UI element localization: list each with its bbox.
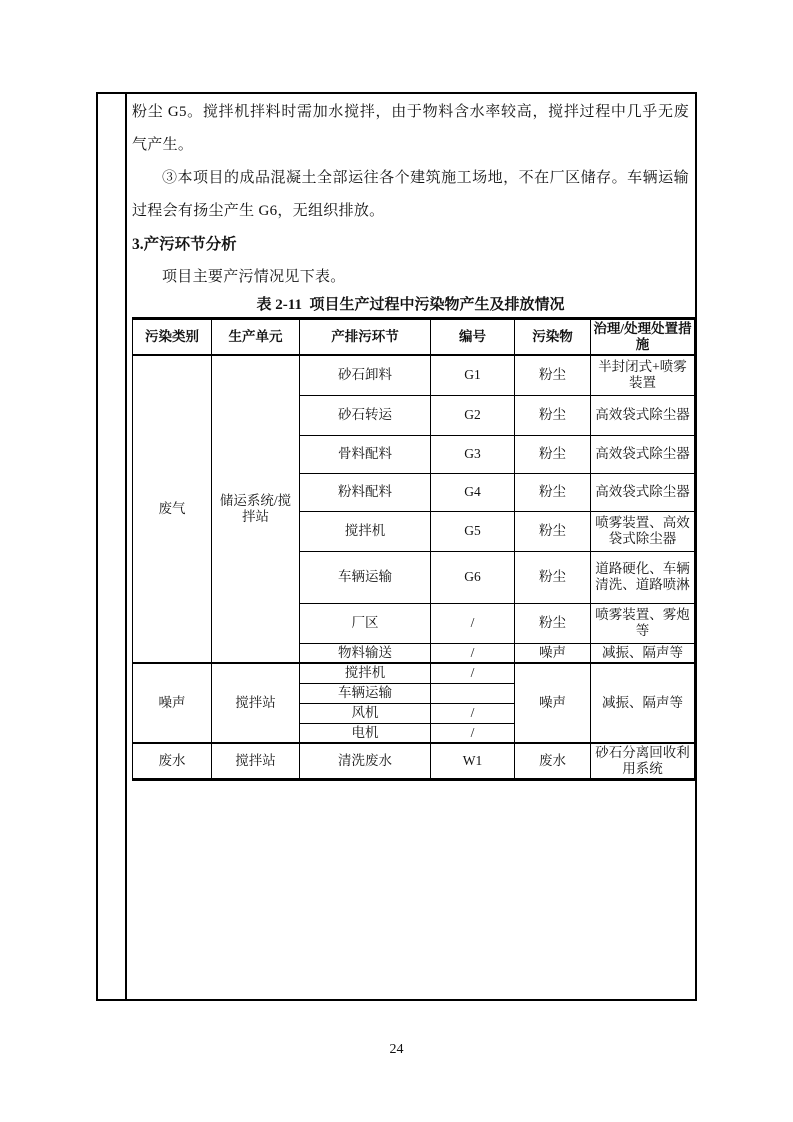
cell-unit: 储运系统/搅拌站 bbox=[212, 355, 300, 663]
cell-stage: 砂石转运 bbox=[300, 395, 431, 435]
cell-pollutant: 噪声 bbox=[515, 643, 591, 663]
table-row bbox=[133, 743, 695, 780]
header-cell-category: 污染类别 bbox=[133, 319, 212, 356]
header-cell-pollutant: 污染物 bbox=[515, 319, 591, 356]
table-row bbox=[133, 355, 695, 395]
cell-stage: 车辆运输 bbox=[300, 683, 431, 703]
cell-treatment: 喷雾装置、高效袋式除尘器 bbox=[591, 511, 695, 551]
cell-treatment: 减振、隔声等 bbox=[591, 643, 695, 663]
cell-pollutant: 粉尘 bbox=[515, 603, 591, 643]
table-caption: 表 2-11 项目生产过程中污染物产生及排放情况 bbox=[256, 297, 565, 313]
cell-pollutant: 粉尘 bbox=[515, 355, 591, 395]
cell-pollutant: 粉尘 bbox=[515, 473, 591, 511]
pollution-table bbox=[132, 317, 695, 781]
cell-pollutant: 粉尘 bbox=[515, 435, 591, 473]
table-header-row bbox=[133, 319, 695, 356]
cell-code: / bbox=[431, 603, 515, 643]
cell-treatment: 高效袋式除尘器 bbox=[591, 395, 695, 435]
cell-treatment: 半封闭式+喷雾装置 bbox=[591, 355, 695, 395]
lead-in-text: 项目主要产污情况见下表。 bbox=[162, 269, 346, 285]
cell-unit: 搅拌站 bbox=[212, 743, 300, 780]
cell-code: G4 bbox=[431, 473, 515, 511]
cell-code: / bbox=[431, 663, 515, 683]
cell-code: G2 bbox=[431, 395, 515, 435]
header-cell-unit: 生产单元 bbox=[212, 319, 300, 356]
cell-pollutant: 废水 bbox=[515, 743, 591, 780]
cell-treatment: 砂石分离回收利用系统 bbox=[591, 743, 695, 780]
cell-pollutant: 粉尘 bbox=[515, 551, 591, 603]
cell-stage: 电机 bbox=[300, 723, 431, 743]
cell-stage: 搅拌机 bbox=[300, 511, 431, 551]
page-number: 24 bbox=[389, 1042, 404, 1057]
header-cell-treatment: 治理/处理处置措施 bbox=[591, 319, 695, 356]
cell-pollutant: 粉尘 bbox=[515, 511, 591, 551]
cell-treatment: 高效袋式除尘器 bbox=[591, 473, 695, 511]
form-side-column bbox=[98, 94, 127, 999]
cell-code bbox=[431, 683, 515, 703]
header-cell-stage: 产排污环节 bbox=[300, 319, 431, 356]
cell-pollutant: 粉尘 bbox=[515, 395, 591, 435]
cell-code: / bbox=[431, 723, 515, 743]
cell-stage: 风机 bbox=[300, 703, 431, 723]
cell-code: G5 bbox=[431, 511, 515, 551]
cell-code: W1 bbox=[431, 743, 515, 780]
cell-stage: 物料输送 bbox=[300, 643, 431, 663]
cell-stage: 砂石卸料 bbox=[300, 355, 431, 395]
cell-code: / bbox=[431, 703, 515, 723]
cell-code: G6 bbox=[431, 551, 515, 603]
header-cell-code: 编号 bbox=[431, 319, 515, 356]
section-heading: 3.产污环节分析 bbox=[132, 236, 237, 253]
cell-category: 废气 bbox=[133, 355, 212, 663]
cell-category: 废水 bbox=[133, 743, 212, 780]
cell-unit: 搅拌站 bbox=[212, 663, 300, 743]
form-border bbox=[96, 92, 697, 1001]
cell-treatment: 道路硬化、车辆清洗、道路喷淋 bbox=[591, 551, 695, 603]
cell-stage: 清洗废水 bbox=[300, 743, 431, 780]
cell-code: G1 bbox=[431, 355, 515, 395]
cell-code: G3 bbox=[431, 435, 515, 473]
cell-code: / bbox=[431, 643, 515, 663]
paragraph-transport: ③本项目的成品混凝土全部运往各个建筑施工场地，不在厂区储存。车辆运输过程会有扬尘产生 G6，无组织排放。 bbox=[132, 170, 689, 219]
cell-stage: 搅拌机 bbox=[300, 663, 431, 683]
cell-stage: 骨料配料 bbox=[300, 435, 431, 473]
cell-category: 噪声 bbox=[133, 663, 212, 743]
cell-stage: 粉料配料 bbox=[300, 473, 431, 511]
cell-pollutant: 噪声 bbox=[515, 663, 591, 743]
paragraph-dust-g5: 粉尘 G5。搅拌机拌料时需加水搅拌，由于物料含水率较高，搅拌过程中几乎无废气产生。 bbox=[132, 104, 689, 153]
cell-treatment: 减振、隔声等 bbox=[591, 663, 695, 743]
form-content bbox=[127, 94, 695, 999]
cell-treatment: 喷雾装置、雾炮等 bbox=[591, 603, 695, 643]
cell-stage: 厂区 bbox=[300, 603, 431, 643]
table-row bbox=[133, 663, 695, 683]
cell-stage: 车辆运输 bbox=[300, 551, 431, 603]
cell-treatment: 高效袋式除尘器 bbox=[591, 435, 695, 473]
